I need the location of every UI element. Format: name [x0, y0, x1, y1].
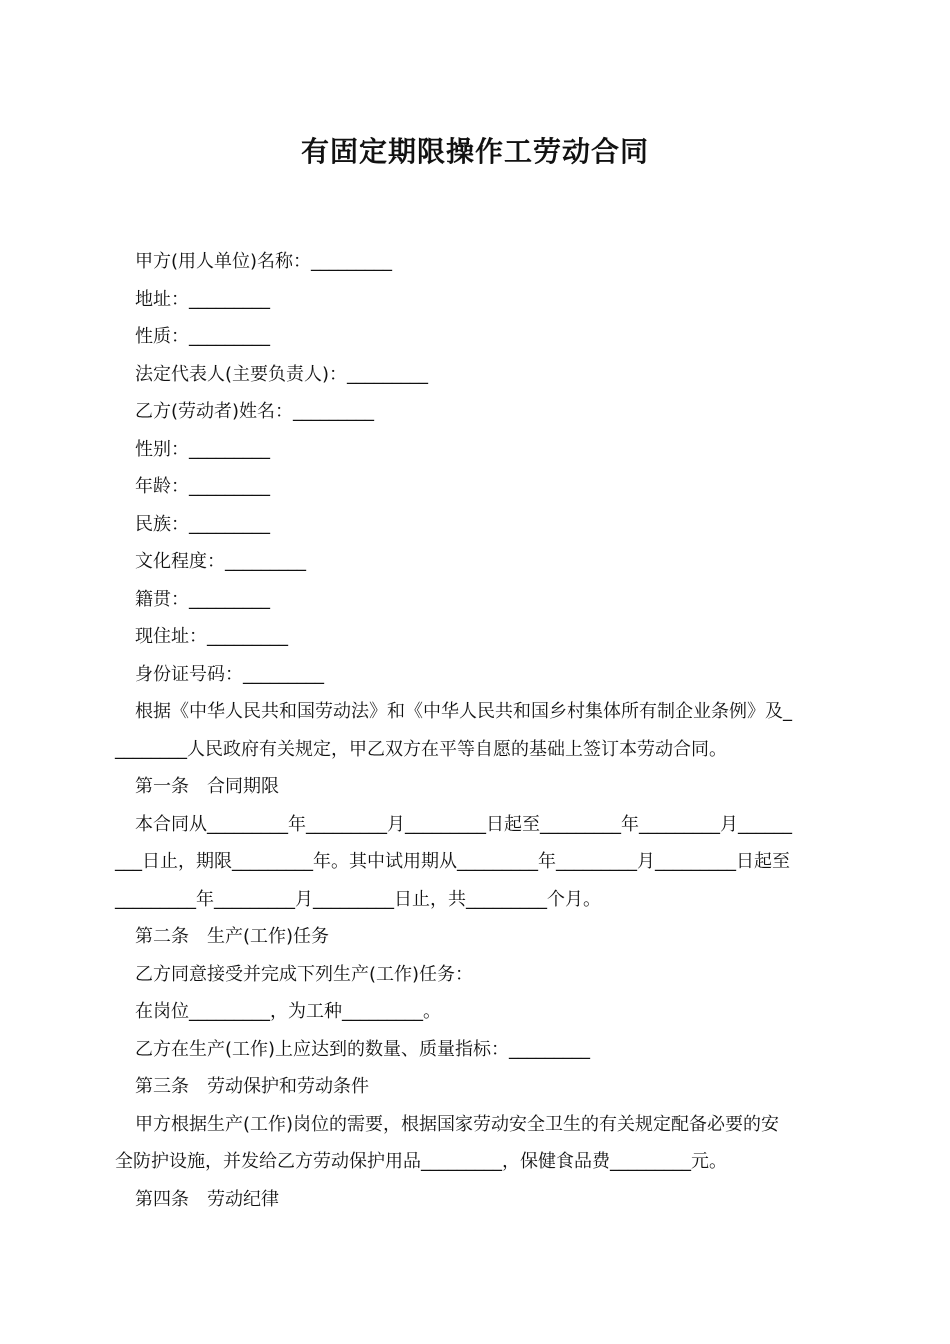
article-2-text-line-3: 乙方在生产(工作)上应达到的数量、质量指标：_________ — [135, 1038, 591, 1060]
article-3-text-line-2: 全防护设施，并发给乙方劳动保护用品_________，保健食品费_________元。 — [115, 1151, 727, 1172]
party-b-id-number-line: 身份证号码：_________ — [135, 663, 324, 685]
preamble-line-2: ________人民政府有关规定，甲乙双方在平等自愿的基础上签订本劳动合同。 — [115, 738, 727, 760]
document-body — [115, 243, 840, 1218]
article-2-text-line-1: 乙方同意接受并完成下列生产(工作)任务： — [135, 963, 474, 985]
party-a-nature-line: 性质：_________ — [135, 326, 270, 347]
party-b-origin-line: 籍贯：_________ — [135, 588, 270, 610]
party-b-gender-line: 性别：_________ — [135, 438, 270, 460]
article-3-text-line-1: 甲方根据生产(工作)岗位的需要，根据国家劳动安全卫生的有关规定配备必要的安 — [135, 1113, 780, 1135]
party-b-age-line: 年龄：_________ — [135, 476, 270, 497]
party-b-name-line: 乙方(劳动者)姓名：_________ — [135, 401, 375, 422]
article-1-heading: 第一条 合同期限 — [135, 776, 279, 797]
article-2-text-line-2: 在岗位_________，为工种_________。 — [135, 1001, 441, 1022]
article-1-text-line-2: ___日止，期限_________年。其中试用期从_________年_________月_________日起至 — [115, 851, 790, 872]
legal-representative-line: 法定代表人(主要负责人)：_________ — [135, 363, 429, 385]
party-b-ethnicity-line: 民族：_________ — [135, 513, 270, 535]
preamble-line-1: 根据《中华人民共和国劳动法》和《中华人民共和国乡村集体所有制企业条例》及_ — [135, 701, 792, 722]
article-1-text-line-3: _________年_________月_________日止，共_________个月。 — [115, 888, 601, 910]
article-3-heading: 第三条 劳动保护和劳动条件 — [135, 1076, 369, 1097]
article-2-heading: 第二条 生产(工作)任务 — [135, 926, 330, 947]
party-b-education-line: 文化程度：_________ — [135, 551, 306, 572]
document-title: 有固定期限操作工劳动合同 — [300, 135, 649, 168]
party-a-address-line: 地址：_________ — [135, 288, 270, 310]
party-b-residence-line: 现住址：_________ — [135, 626, 288, 647]
article-4-heading: 第四条 劳动纪律 — [135, 1188, 279, 1210]
article-1-text-line-1: 本合同从_________年_________月_________日起至_________年_________月______ — [135, 813, 792, 835]
party-a-name-line: 甲方(用人单位)名称：_________ — [135, 251, 393, 272]
